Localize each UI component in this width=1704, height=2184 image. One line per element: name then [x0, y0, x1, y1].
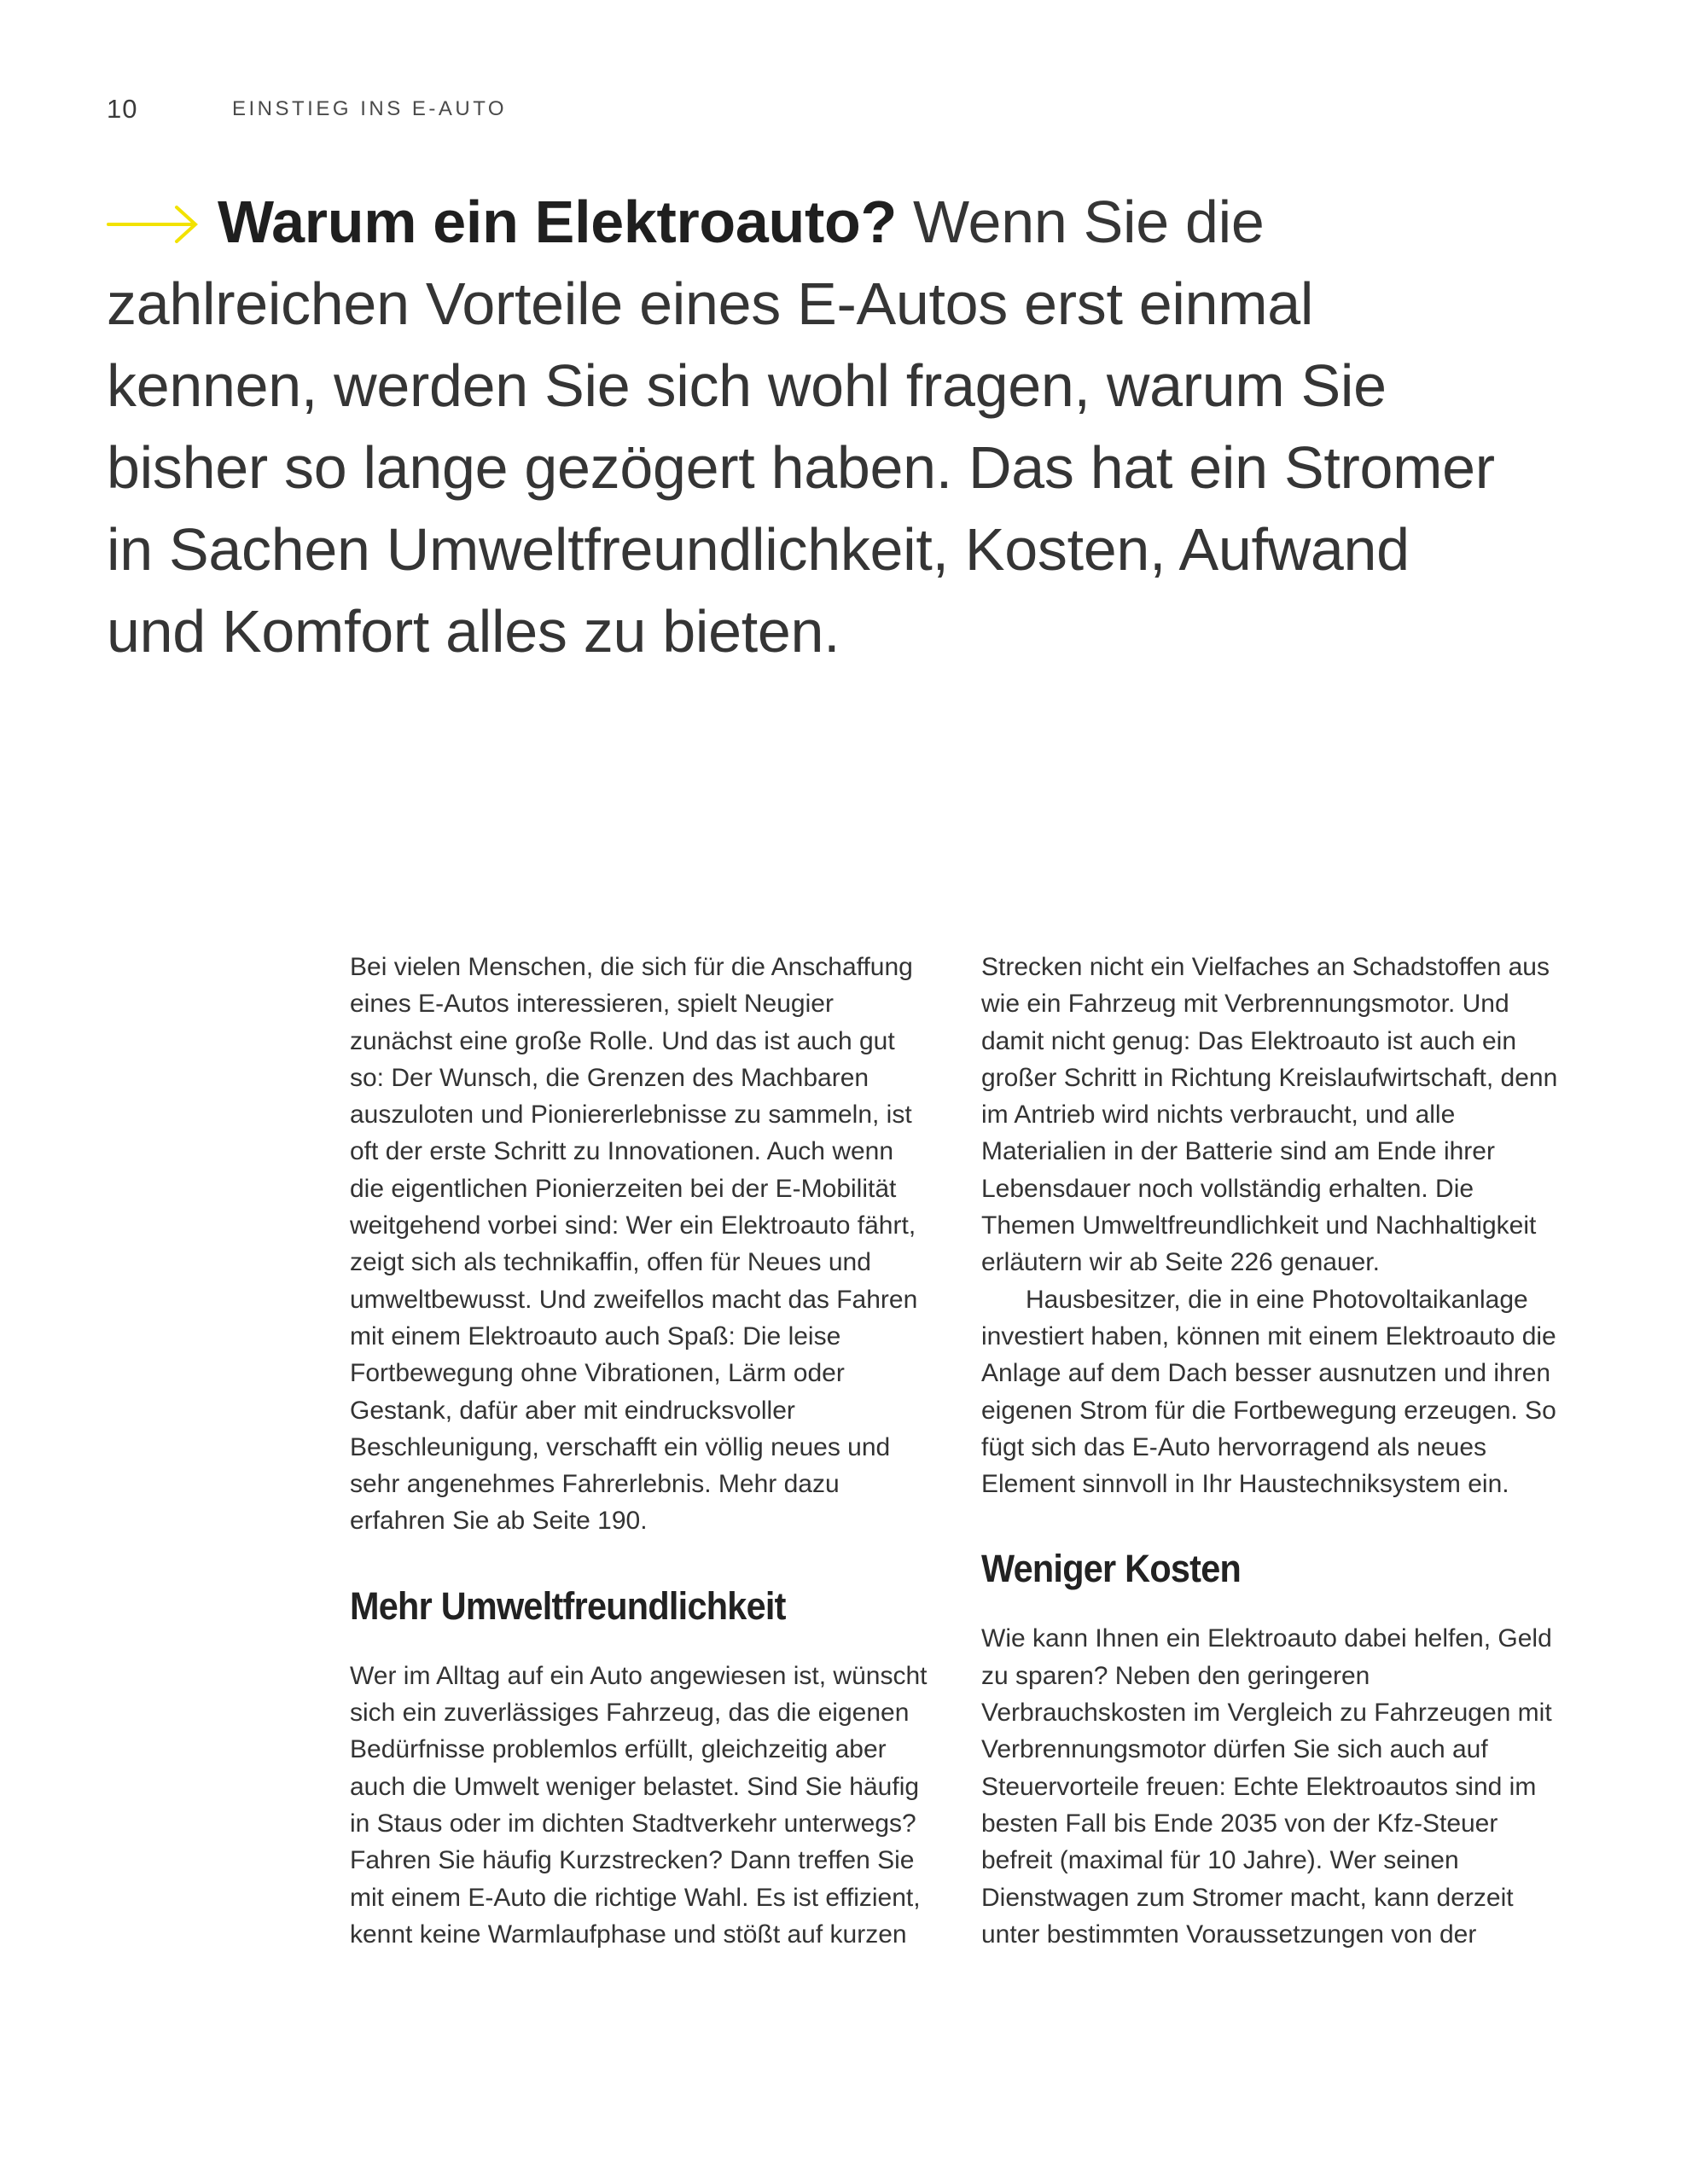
body-paragraph: Wie kann Ihnen ein Elektroauto dabei helfen, Geld zu sparen? Neben den geringeren Verbrauchskosten im Vergleich zu Fahrzeugen mit Verbrennungsmotor dürfen Sie sich auch auf Steuervorteile freuen: Echte Elektroautos sind im besten Fall bis Ende 2035 von der Kfz-Steuer befreit (maximal für 10 Jahre). Wer seinen Dienstwagen zum Stromer macht, kann derzeit unter bestimmten Voraussetzungen von der	[981, 1624, 1552, 1949]
section-heading-umweltfreundlichkeit: Mehr Umweltfreundlichkeit	[350, 1583, 786, 1628]
page-number: 10	[107, 94, 138, 124]
right-arrow-icon	[107, 203, 199, 246]
running-title: EINSTIEG INS E-AUTO	[232, 97, 508, 120]
right-column	[981, 949, 1562, 1953]
body-paragraph: Strecken nicht ein Vielfaches an Schadstoffen aus wie ein Fahrzeug mit Verbrennungsmotor. Und damit nicht genug: Das Elektroauto ist auch ein großer Schritt in Richtung Kreislaufwirtschaft, denn im Antrieb wird nichts verbraucht, und alle Materialien in der Batterie sind am Ende ihrer Lebensdauer noch vollständig erhalten. Die Themen Umweltfreundlichkeit und Nachhaltigkeit erläutern wir ab Seite 226 genauer.	[981, 953, 1558, 1277]
body-columns	[350, 949, 1562, 1953]
intro-text: Wenn Sie die zahlreichen Vorteile eines E-Autos erst einmal kennen, werden Sie sich wohl fragen, warum Sie bisher so lange gezögert haben. Das hat ein Stromer in Sachen Umweltfreundlichkeit, Kosten, Aufwand und Komfort alles zu bieten.	[107, 189, 1495, 665]
intro-paragraph	[107, 181, 1506, 672]
page-header	[107, 92, 508, 126]
left-column	[350, 949, 930, 1953]
section-heading-kosten: Weniger Kosten	[981, 1547, 1242, 1591]
body-paragraph: Bei vielen Menschen, die sich für die Anschaffung eines E-Autos interessieren, spielt Neugier zunächst eine große Rolle. Und das ist auch gut so: Der Wunsch, die Grenzen des Machbaren auszuloten und Pioniererlebnisse zu sammeln, ist oft der erste Schritt zu Innovationen. Auch wenn die eigentlichen Pionierzeiten bei der E-Mobilität weitgehend vorbei sind: Wer ein Elektroauto fährt, zeigt sich als technikaffin, offen für Neues und umweltbewusst. Und zweifellos macht das Fahren mit einem Elektroauto auch Spaß: Die leise Fortbewegung ohne Vibrationen, Lärm oder Gestank, dafür aber mit eindrucksvoller Beschleunigung, verschafft ein völlig neues und sehr angenehmes Fahrerlebnis. Mehr dazu erfahren Sie ab Seite 190.	[350, 953, 918, 1536]
intro-lead: Warum ein Elektroauto?	[218, 189, 897, 255]
body-paragraph: Wer im Alltag auf ein Auto angewiesen ist, wünscht sich ein zuverlässiges Fahrzeug, das die eigenen Bedürfnisse problemlos erfüllt, gleichzeitig aber auch die Umwelt weniger belastet. Sind Sie häufig in Staus oder im dichten Stadtverkehr unterwegs? Fahren Sie häufig Kurzstrecken? Dann treffen Sie mit einem E-Auto die richtige Wahl. Es ist effizient, kennt keine Warmlaufphase und stößt auf kurzen	[350, 1661, 928, 1949]
body-paragraph: Hausbesitzer, die in eine Photovoltaikanlage investiert haben, können mit einem Elektroauto die Anlage auf dem Dach besser ausnutzen und ihren eigenen Strom für die Fortbewegung erzeugen. So fügt sich das E-Auto hervorragend als neues Element sinnvoll in Ihr Haustechniksystem ein.	[981, 1285, 1556, 1499]
